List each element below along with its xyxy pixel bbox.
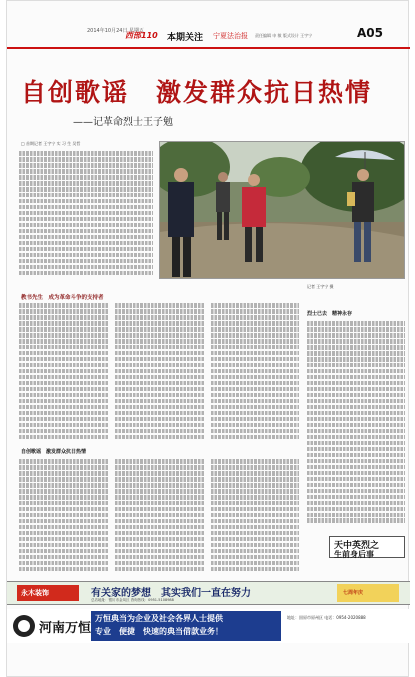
issue-date: 2014年10月24日 星期五 — [87, 28, 145, 34]
article-title: 自创歌谣 激发群众抗日热情 — [21, 78, 373, 107]
article-byline: □ 首期记者 王宇宁 实 习 生 吴哲 — [21, 141, 81, 146]
advertisement-pawn — [7, 609, 410, 643]
series-subtitle: 生前身后事 — [334, 550, 374, 559]
body-column-2 — [115, 303, 205, 443]
article-subtitle: ——记革命烈士王子勉 — [73, 117, 173, 128]
body-column-5 — [19, 459, 109, 577]
series-title: 天中英烈之 — [334, 541, 380, 551]
pawn-line-2: 专业 便捷 快速的典当借款业务！ — [95, 627, 223, 636]
edition-logo: 西部110 — [125, 31, 158, 40]
pawn-line-1: 万恒典当为企业及社会各界人士提供 — [95, 614, 223, 623]
series-box — [329, 536, 405, 558]
newspaper-page — [6, 0, 409, 677]
pawn-banner — [91, 611, 281, 641]
paper-brand: 宁夏法治报 — [213, 32, 248, 40]
anniversary-badge: 七周年庆 — [337, 584, 399, 602]
decor-address: 总店地址：银川市金凤区 咨询热线：0951-5108988 — [91, 598, 174, 602]
body-column-1 — [19, 303, 109, 443]
decor-slogan: 有关家的梦想 其实我们一直在努力 — [91, 588, 251, 599]
section-heading-2: 自创歌谣 激发群众抗日热情 — [21, 449, 87, 455]
section-heading-3: 烈士已去 精神永存 — [307, 311, 353, 317]
pawn-logo-icon — [13, 615, 35, 637]
intro-text — [19, 151, 153, 281]
pawn-brand: 河南万恒 — [39, 621, 92, 636]
decor-brand: 永木装饰 — [17, 585, 79, 601]
editor-credits: 责任编辑 申 敏 版式设计 王宇宁 — [255, 33, 313, 38]
body-column-6 — [115, 459, 205, 577]
body-column-3 — [211, 303, 299, 443]
body-column-4 — [307, 321, 405, 531]
photo-caption: 记者 王宇宁 摄 — [307, 284, 334, 289]
advertisement-decor — [7, 581, 410, 605]
article-photo — [159, 141, 405, 279]
pawn-contact: 地址：固原市原州区 电话：0954-2020888 — [287, 615, 366, 620]
section-heading-1: 教书先生 成为革命斗争的支持者 — [21, 295, 104, 301]
section-name: 本期关注 — [167, 33, 204, 43]
body-column-7 — [211, 459, 299, 577]
page-number: A05 — [357, 26, 383, 40]
page-header — [7, 26, 410, 49]
